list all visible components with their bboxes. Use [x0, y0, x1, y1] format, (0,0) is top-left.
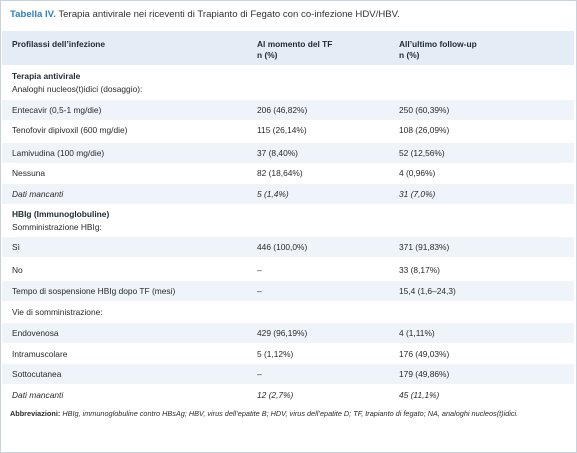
section-title: Terapia antivirale [12, 71, 81, 81]
row-value-tf: – [257, 286, 262, 296]
row-value-tf: – [257, 265, 262, 275]
header-col-profilassi [12, 39, 105, 50]
table-row [2, 143, 574, 163]
row-label: Dati mancanti [12, 390, 64, 400]
row-label: Tenofovir dipivoxil (600 mg/die) [12, 125, 128, 135]
row-value-tf: 429 (96,19%) [257, 328, 308, 338]
row-value-followup: 4 (1,11%) [399, 328, 435, 338]
table-row [2, 120, 574, 140]
table-row [2, 163, 574, 183]
table-row [2, 364, 574, 384]
row-value-followup: 179 (49,86%) [399, 369, 450, 379]
section-subtitle-row [2, 82, 574, 96]
header-col2-line2: n (%) [257, 50, 278, 60]
row-value-followup: 15,4 (1,6–24,3) [399, 286, 456, 296]
caption-label: Tabella IV. [10, 9, 56, 20]
row-value-tf: – [257, 369, 262, 379]
row-label: Sì [12, 242, 20, 252]
row-value-followup: 176 (49,03%) [399, 349, 450, 359]
row-value-tf: 82 (18,64%) [257, 168, 303, 178]
row-value-tf: 115 (26,14%) [257, 125, 307, 135]
row-value-followup: 4 (0,96%) [399, 168, 436, 178]
header-col3-line1: All’ultimo follow-up [399, 39, 477, 49]
caption-text: Terapia antivirale nei riceventi di Trapianto di Fegato con co-infezione HDV/HBV. [58, 9, 400, 20]
table-caption [10, 9, 400, 21]
row-value-tf: 12 (2,7%) [257, 390, 294, 400]
row-value-tf: 5 (1,4%) [257, 189, 289, 199]
row-value-tf: 5 (1,12%) [257, 349, 294, 359]
row-label: Entecavir (0,5-1 mg/die) [12, 105, 102, 115]
section-title-row [2, 69, 574, 83]
row-value-tf: 37 (8,40%) [257, 148, 298, 158]
row-label: Vie di somministrazione: [12, 307, 103, 317]
section-subtitle: Analoghi nucleos(t)idici (dosaggio): [12, 84, 143, 94]
table-row [2, 344, 574, 364]
table-row [2, 302, 574, 322]
row-value-followup: 45 (11,1%) [399, 390, 440, 400]
abbreviations-note [10, 409, 565, 419]
table-row [2, 237, 574, 257]
section-title: HBIg (Immunoglobuline) [12, 209, 110, 219]
row-label: Endovenosa [12, 328, 59, 338]
section-subtitle: Somministrazione HBIg: [12, 222, 102, 232]
header-col2-line1: Al momento del TF [257, 39, 333, 49]
row-label: Nessuna [12, 168, 46, 178]
row-value-tf: 206 (46,82%) [257, 105, 308, 115]
row-value-tf: 446 (100,0%) [257, 242, 308, 252]
row-value-followup: 31 (7,0%) [399, 189, 436, 199]
header-col1-text: Profilassi dell’infezione [12, 39, 106, 49]
section-title-row [2, 207, 574, 221]
table-row [2, 100, 574, 120]
table-row [2, 323, 574, 343]
header-col-followup [399, 39, 477, 61]
table-row [2, 260, 574, 280]
abbreviations-label: Abbreviazioni: [10, 409, 61, 418]
row-label: Intramuscolare [12, 349, 68, 359]
row-value-followup: 108 (26,09%) [399, 125, 450, 135]
row-value-followup: 371 (91,83%) [399, 242, 450, 252]
section-subtitle-row [2, 220, 574, 234]
header-col-tf [257, 39, 332, 61]
abbreviations-text: HBIg, immunoglobuline contro HBsAg; HBV, virus dell’epatite B; HDV, virus dell’epatite D; TF, trapianto di fegato; NA, analoghi nucleos(t)idici. [62, 409, 519, 418]
row-value-followup: 250 (60,39%) [399, 105, 450, 115]
row-label: Sottocutanea [12, 369, 62, 379]
row-label: Tempo di sospensione HBIg dopo TF (mesi) [12, 286, 176, 296]
row-label: Lamivudina (100 mg/die) [12, 148, 105, 158]
table-row [2, 281, 574, 301]
header-col3-line2: n (%) [399, 50, 420, 60]
row-label: Dati mancanti [12, 189, 64, 199]
table-row [2, 385, 574, 405]
row-label: No [12, 265, 23, 275]
table-row [2, 184, 574, 204]
row-value-followup: 52 (12,56%) [399, 148, 445, 158]
row-value-followup: 33 (8,17%) [399, 265, 440, 275]
